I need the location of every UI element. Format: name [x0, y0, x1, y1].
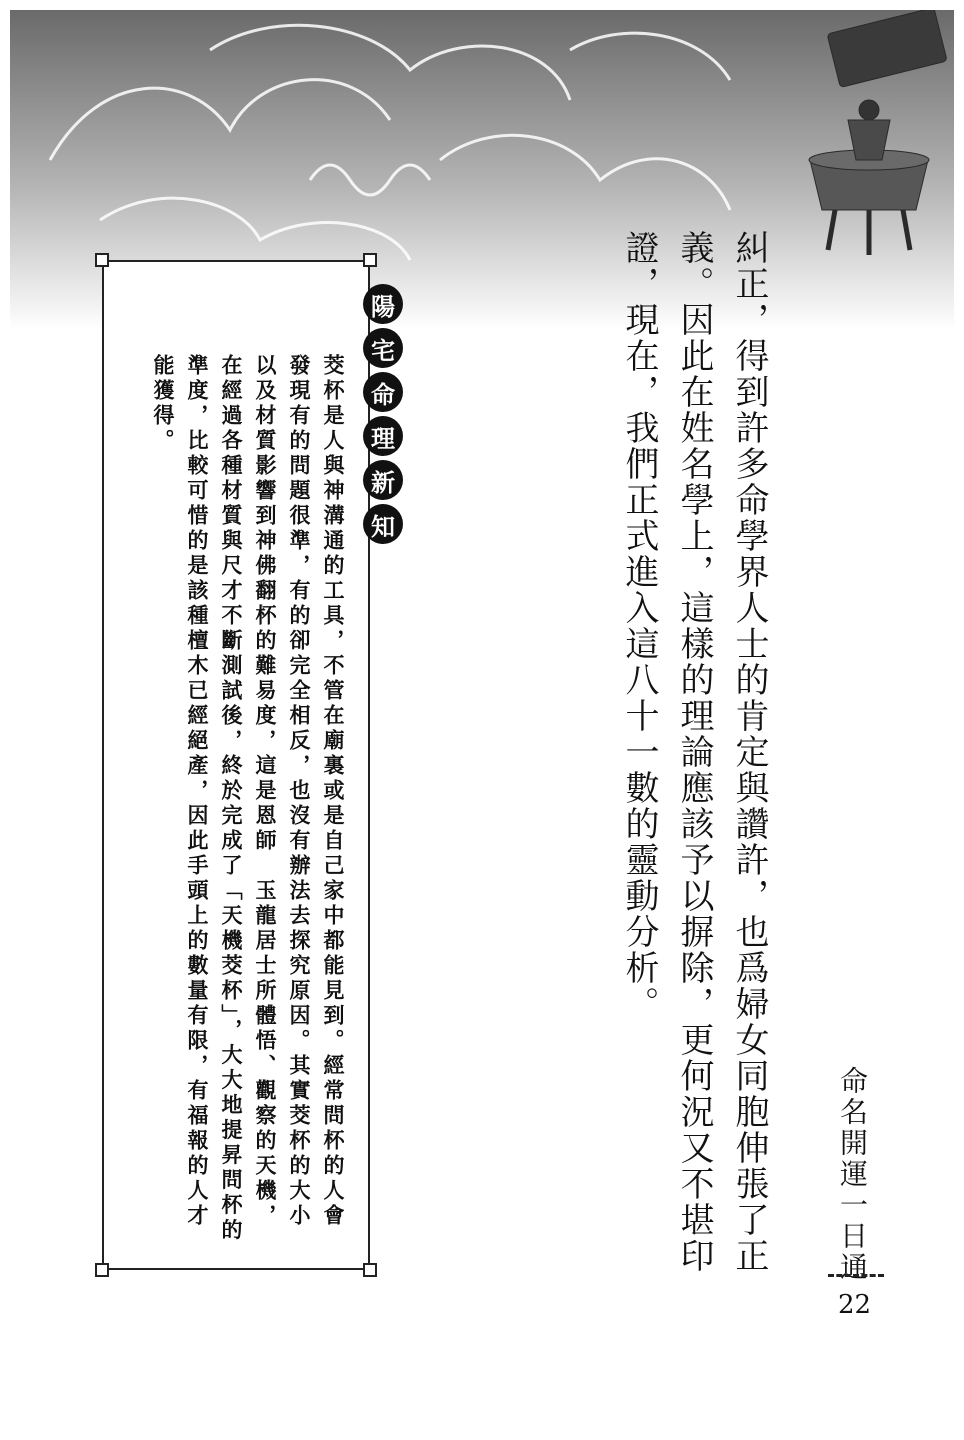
frame-corner-ornament: [95, 1263, 109, 1277]
main-body-text: 糾正，得到許多命學界人士的肯定與讚許，也爲婦女同胞伸張了正義。因此在姓名學上，這樣的理論應該予以摒除，更何況又不堪印證，現在，我們正式進入這八十一數的靈動分析。: [619, 230, 769, 1274]
frame-corner-ornament: [363, 1263, 377, 1277]
sidebar-title-char: 宅: [363, 328, 403, 368]
footer-divider: [828, 1274, 884, 1277]
sidebar-title-char: 知: [363, 504, 403, 544]
frame-corner-ornament: [363, 253, 377, 267]
sidebar-title: [358, 284, 408, 544]
sidebar-title-char: 命: [363, 372, 403, 412]
sidebar-panel: [102, 260, 370, 1270]
frame-corner-ornament: [95, 253, 109, 267]
sidebar-title-char: 陽: [363, 284, 403, 324]
page-number: 22: [838, 1290, 872, 1320]
running-book-title: 命名開運一日通: [836, 1066, 869, 1283]
sidebar-title-char: 理: [363, 416, 403, 456]
sidebar-title-char: 新: [363, 460, 403, 500]
sidebar-body-text: 茭杯是人與神溝通的工具，不管在廟裏或是自己家中都能見到。經常問杯的人會發現有的問題很準，有的卻完全相反，也沒有辦法去探究原因。其實茭杯的大小以及材質影響到神佛翻杯的難易度，這是恩師 玉龍居士所體悟、觀察的天機，在經過各種材質與尺才不斷測試後，終於完成了「天機茭杯」，大大地提昇問杯的準度，比較可惜的是該種檀木已經絕產，因此手頭上的數量有限，有福報的人才能獲得。: [151, 354, 345, 1244]
